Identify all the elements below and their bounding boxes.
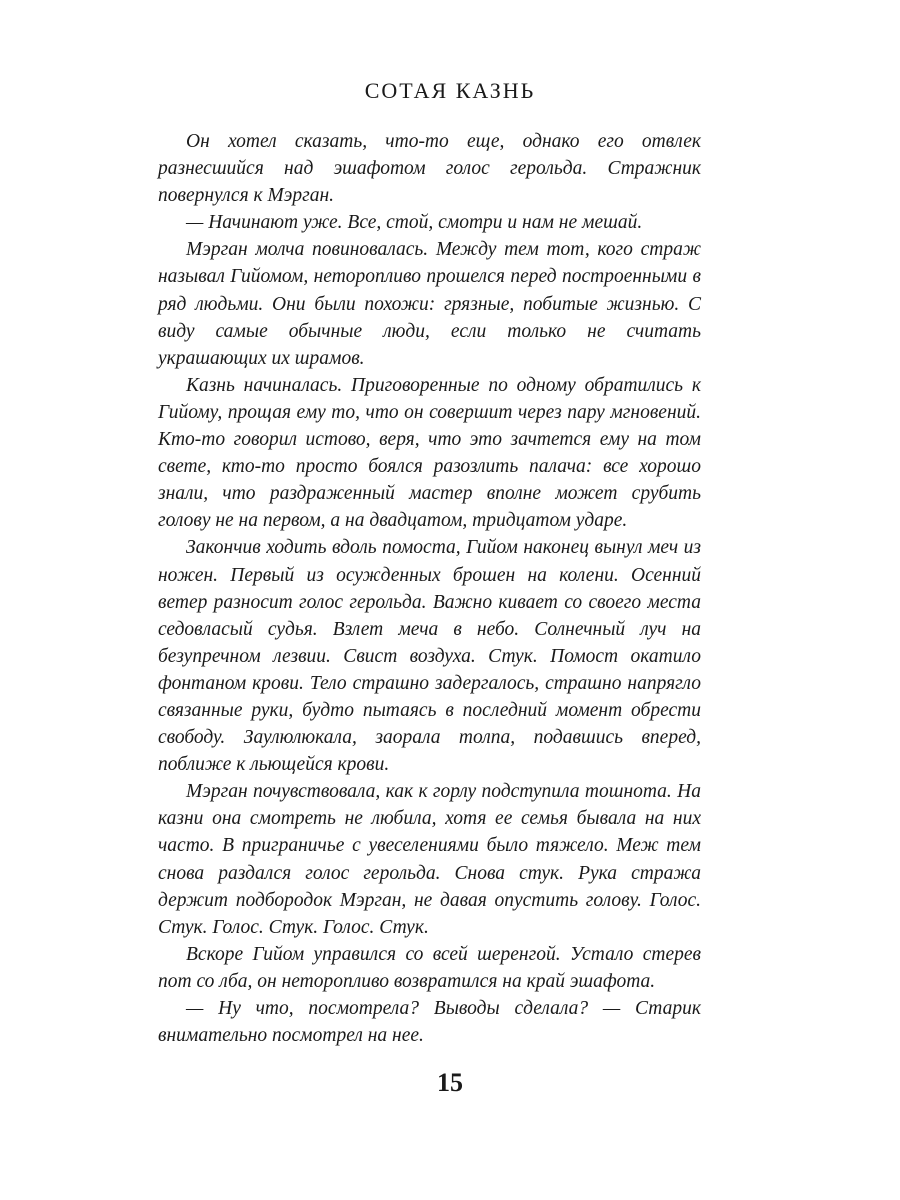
paragraph: — Начинают уже. Все, стой, смотри и нам не мешай. <box>186 212 643 234</box>
paragraph: — Ну что, посмотрела? Выводы сделала? — Старик внимательно посмотрел на нее. <box>158 998 701 1047</box>
running-head: СОТАЯ КАЗНЬ <box>364 78 536 103</box>
paragraph: Казнь начиналась. Приговоренные по одному обратились к Гийому, прощая ему то, что он совершит через пару мгновений. Кто-то говорил истово, веря, что это зачтется ему на том свете, кто-то просто боялся разозлить палача: все хорошо знали, что раздраженный мастер вполне может срубить голову не на первом, а на двадцатом, тридцатом ударе. <box>158 374 701 532</box>
paragraph: Он хотел сказать, что-то еще, однако его отвлек разнесшийся над эшафотом голос герольда. Стражник повернулся к Мэрган. <box>158 131 701 207</box>
paragraph: Мэрган почувствовала, как к горлу подступила тошнота. На казни она смотреть не любила, хотя ее семья бывала на них часто. В приграничье с увеселениями было тяжело. Меж тем снова раздался голос герольда. Снова стук. Рука стража держит подбородок Мэрган, не давая опустить голову. Голос. Стук. Голос. Стук. Голос. Стук. <box>158 781 701 938</box>
paragraph: Закончив ходить вдоль помоста, Гийом наконец вынул меч из ножен. Первый из осужденных брошен на колени. Осенний ветер разносит голос герольда. Важно кивает со своего места седовласый судья. Взлет меча в небо. Солнечный луч на безупречном лезвии. Свист воздуха. Стук. Помост окатило фонтаном крови. Тело страшно задергалось, страшно напрягло связанные руки, будто пытаясь в последний момент обрести свободу. Заулюлюкала, заорала толпа, подавшись вперед, поближе к льющейся крови. <box>158 537 701 776</box>
paragraph: Вскоре Гийом управился со всей шеренгой. Устало стерев пот со лба, он неторопливо возвратился на край эшафота. <box>158 943 701 992</box>
page-number: 15 <box>437 1068 463 1097</box>
paragraph: Мэрган молча повиновалась. Между тем тот, кого страж называл Гийомом, неторопливо прошелся перед построенными в ряд людьми. Они были похожи: грязные, побитые жизнью. С виду самые обычные люди, если только не считать украшающих их шрамов. <box>158 239 701 369</box>
body-text <box>158 128 701 1049</box>
